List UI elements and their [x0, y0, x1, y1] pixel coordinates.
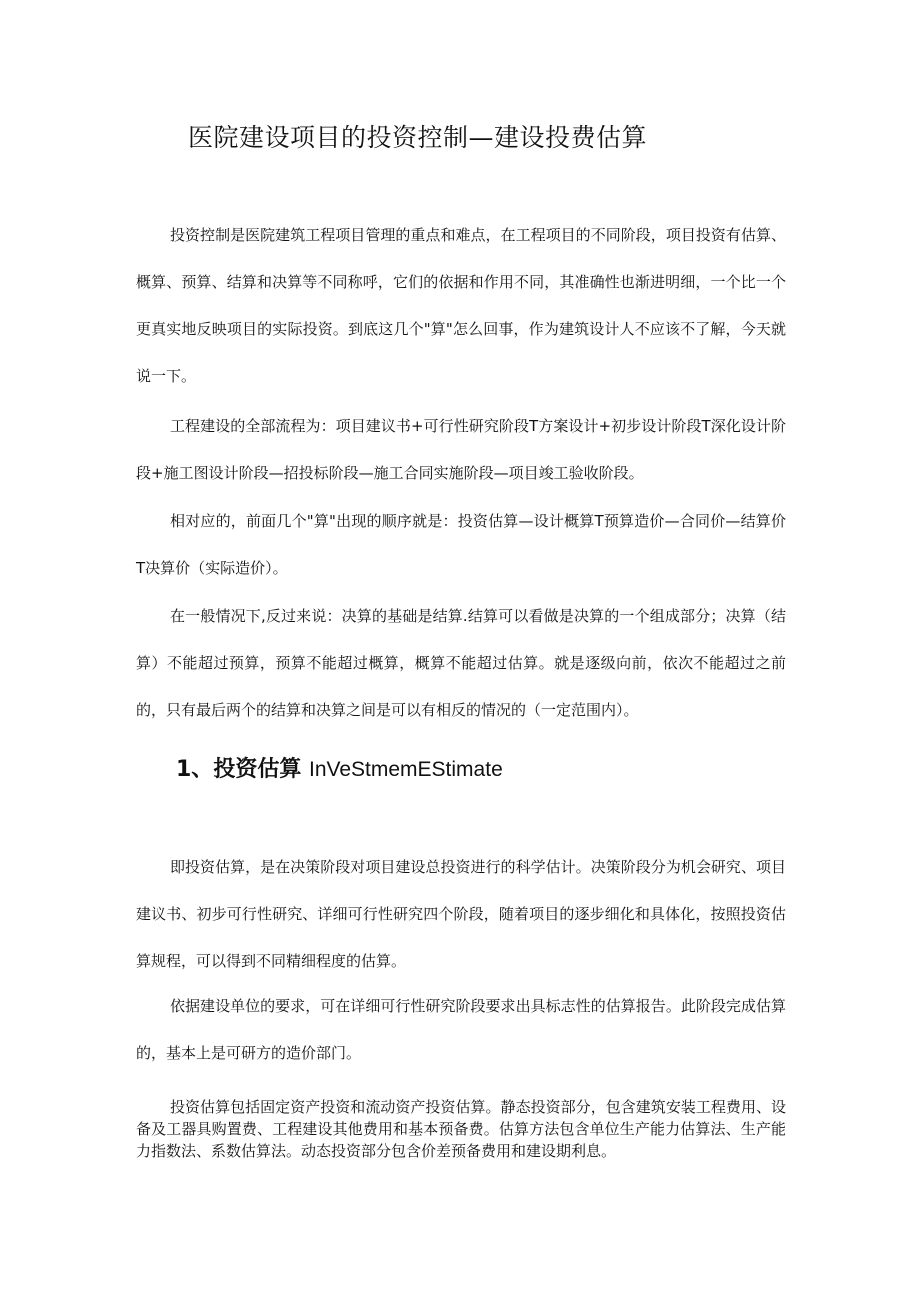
paragraph-estimate-definition: 即投资估算，是在决策阶段对项目建设总投资进行的科学估计。决策阶段分为机会研究、项目建议书、初步可行性研究、详细可行性研究四个阶段，随着项目的逐步细化和具体化，按照投资估算规程，可以得到不同精细程度的估算。: [136, 858, 786, 970]
section-heading-investment-estimate: [176, 750, 503, 790]
section-heading-en: InVeStmemEStimate: [309, 758, 503, 781]
paragraph-estimate-components: 投资估算包括固定资产投资和流动资产投资估算。静态投资部分，包含建筑安装工程费用、设备及工器具购置费、工程建设其他费用和基本预备费。估算方法包含单位生产能力估算法、生产能力指数法、系数估算法。动态投资部分包含价差预备费用和建设期利息。: [136, 1098, 786, 1160]
paragraph-investment-control: 投资控制是医院建筑工程项目管理的重点和难点，在工程项目的不同阶段，项目投资有估算、概算、预算、结算和决算等不同称呼，它们的依据和作用不同，其准确性也渐进明细，一个比一个更真实地反映项目的实际投资。到底这几个"算"怎么回事，作为建筑设计人不应该不了解，今天就说一下。: [136, 226, 786, 385]
paragraph-estimate-order: 相对应的，前面几个"算"出现的顺序就是：投资估算—设计概算T预算造价—合同价—结算价T决算价（实际造价）。: [136, 512, 786, 577]
paragraph-estimate-report: 依据建设单位的要求，可在详细可行性研究阶段要求出具标志性的估算报告。此阶段完成估算的，基本上是可研方的造价部门。: [136, 997, 786, 1062]
paragraph-general-case: 在一般情况下,反过来说：决算的基础是结算.结算可以看做是决算的一个组成部分；决算（结算）不能超过预算，预算不能超过概算，概算不能超过估算。就是逐级向前，依次不能超过之前的，只有最后两个的结算和决算之间是可以有相反的情况的（一定范围内）。: [136, 607, 786, 719]
document-title: 医院建设项目的投资控制—建设投费估算: [188, 123, 648, 152]
section-heading-cn: 投资估算: [213, 757, 302, 782]
paragraph-construction-process: 工程建设的全部流程为：项目建议书+可行性研究阶段T方案设计+初步设计阶段T深化设计阶段+施工图设计阶段—招投标阶段—施工合同实施阶段—项目竣工验收阶段。: [136, 417, 786, 482]
section-number: 1、: [176, 757, 214, 782]
